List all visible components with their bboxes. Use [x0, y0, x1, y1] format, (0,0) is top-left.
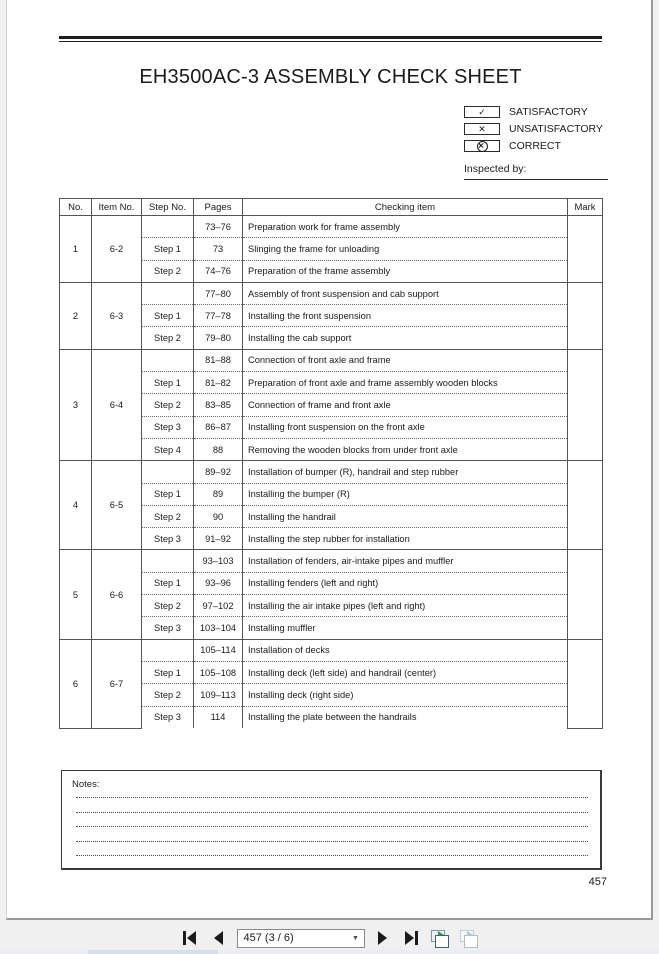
cell-checking-item: Assembly of front suspension and cab support — [243, 282, 568, 304]
table-row — [60, 216, 603, 238]
next-view-icon — [460, 930, 479, 947]
cell-step-no: Step 1 — [142, 572, 194, 594]
cell-checking-item: Installing muffler — [243, 617, 568, 639]
cell-step-no: Step 3 — [142, 706, 194, 728]
cell-mark[interactable] — [568, 461, 603, 550]
cell-pages: 89 — [194, 483, 243, 505]
th-checking-item: Checking item — [243, 199, 568, 216]
table-row — [60, 416, 603, 438]
table-row — [60, 349, 603, 371]
cell-step-no — [142, 216, 194, 238]
table-row — [60, 572, 603, 594]
table-row — [60, 327, 603, 349]
previous-view-icon — [431, 930, 450, 947]
cell-pages: 105–108 — [194, 661, 243, 683]
previous-view-button[interactable] — [430, 927, 452, 949]
cell-checking-item: Slinging the frame for unloading — [243, 238, 568, 260]
cell-step-no: Step 3 — [142, 528, 194, 550]
notes-line[interactable] — [76, 855, 588, 856]
legend-item-satisfactory — [464, 105, 624, 119]
cell-pages: 86–87 — [194, 416, 243, 438]
cell-pages: 83–85 — [194, 394, 243, 416]
cell-mark[interactable] — [568, 216, 603, 283]
first-page-button[interactable] — [179, 927, 201, 949]
cell-step-no: Step 2 — [142, 394, 194, 416]
table-row — [60, 505, 603, 527]
legend-item-correct — [464, 139, 624, 153]
cell-pages: 114 — [194, 706, 243, 728]
th-mark: Mark — [568, 199, 603, 216]
header-rule-thick — [59, 36, 602, 39]
cell-pages: 88 — [194, 438, 243, 460]
cell-pages: 74–76 — [194, 260, 243, 282]
cell-checking-item: Installing the front suspension — [243, 305, 568, 327]
cell-checking-item: Preparation of front axle and frame assembly wooden blocks — [243, 372, 568, 394]
cell-checking-item: Preparation of the frame assembly — [243, 260, 568, 282]
cell-step-no — [142, 550, 194, 572]
document-page — [7, 0, 651, 918]
circled-x-mark-icon — [464, 140, 500, 152]
table-row — [60, 483, 603, 505]
notes-line[interactable] — [76, 841, 588, 842]
cell-no: 3 — [60, 349, 92, 460]
notes-label: Notes: — [72, 779, 100, 790]
cell-pages: 93–96 — [194, 572, 243, 594]
cell-step-no: Step 2 — [142, 595, 194, 617]
notes-line[interactable] — [76, 797, 588, 798]
cell-item-no: 6-7 — [92, 639, 142, 728]
th-item-no: Item No. — [92, 199, 142, 216]
cell-item-no: 6-6 — [92, 550, 142, 639]
cell-checking-item: Installation of bumper (R), handrail and step rubber — [243, 461, 568, 483]
notes-lines — [76, 797, 588, 870]
legend-label-satisfactory: SATISFACTORY — [509, 106, 588, 118]
cell-pages: 81–88 — [194, 349, 243, 371]
page-selector-value: 457 (3 / 6) — [243, 932, 294, 944]
table-row — [60, 461, 603, 483]
table-row — [60, 372, 603, 394]
assembly-check-table — [59, 198, 603, 729]
cell-pages: 89–92 — [194, 461, 243, 483]
next-page-button[interactable] — [372, 927, 394, 949]
cell-checking-item: Installing the cab support — [243, 327, 568, 349]
cell-no: 6 — [60, 639, 92, 728]
legend — [464, 105, 624, 156]
table-body — [60, 216, 603, 729]
cell-pages: 79–80 — [194, 327, 243, 349]
cell-pages: 91–92 — [194, 528, 243, 550]
table-row — [60, 595, 603, 617]
cell-mark[interactable] — [568, 639, 603, 728]
page-selector[interactable] — [237, 929, 365, 948]
table-row — [60, 394, 603, 416]
table-row — [60, 639, 603, 661]
table-row — [60, 706, 603, 728]
legend-label-correct: CORRECT — [509, 140, 561, 152]
table-row — [60, 438, 603, 460]
cell-no: 5 — [60, 550, 92, 639]
page-shadow — [6, 0, 653, 920]
cell-checking-item: Installing the air intake pipes (left and right) — [243, 595, 568, 617]
table-row — [60, 528, 603, 550]
cell-checking-item: Connection of front axle and frame — [243, 349, 568, 371]
cell-checking-item: Installing deck (left side) and handrail (center) — [243, 661, 568, 683]
cell-pages: 77–80 — [194, 282, 243, 304]
cell-checking-item: Installing the bumper (R) — [243, 483, 568, 505]
cell-pages: 90 — [194, 505, 243, 527]
cell-step-no — [142, 639, 194, 661]
header-rule — [59, 36, 602, 42]
cell-step-no: Step 2 — [142, 327, 194, 349]
cell-step-no: Step 3 — [142, 416, 194, 438]
cell-mark[interactable] — [568, 349, 603, 460]
cell-checking-item: Preparation work for frame assembly — [243, 216, 568, 238]
table-row — [60, 661, 603, 683]
cell-item-no: 6-3 — [92, 282, 142, 349]
cell-step-no — [142, 461, 194, 483]
chevron-down-icon: ▼ — [352, 934, 359, 942]
inspected-by-field: Inspected by: — [464, 163, 608, 180]
th-step-no: Step No. — [142, 199, 194, 216]
table-row — [60, 305, 603, 327]
cell-checking-item: Installation of fenders, air-intake pipes and muffler — [243, 550, 568, 572]
cell-pages: 97–102 — [194, 595, 243, 617]
cell-pages: 105–114 — [194, 639, 243, 661]
cell-checking-item: Removing the wooden blocks from under front axle — [243, 438, 568, 460]
cell-pages: 93–103 — [194, 550, 243, 572]
cell-step-no: Step 1 — [142, 483, 194, 505]
taskbar-strip — [0, 950, 659, 954]
cell-step-no: Step 1 — [142, 238, 194, 260]
cell-mark[interactable] — [568, 550, 603, 639]
last-page-button[interactable] — [401, 927, 423, 949]
cell-checking-item: Installing fenders (left and right) — [243, 572, 568, 594]
page-title: EH3500AC-3 ASSEMBLY CHECK SHEET — [139, 66, 522, 88]
cell-step-no: Step 2 — [142, 684, 194, 706]
cell-no: 4 — [60, 461, 92, 550]
cell-no: 2 — [60, 282, 92, 349]
cell-pages: 103–104 — [194, 617, 243, 639]
notes-line[interactable] — [76, 812, 588, 813]
cell-step-no: Step 1 — [142, 372, 194, 394]
notes-box — [61, 770, 602, 870]
cell-checking-item: Installing the handrail — [243, 505, 568, 527]
table-row — [60, 617, 603, 639]
cell-item-no: 6-5 — [92, 461, 142, 550]
x-mark-icon: ✕ — [464, 123, 500, 135]
taskbar-tab-hint — [88, 950, 218, 954]
cell-step-no: Step 3 — [142, 617, 194, 639]
previous-page-button[interactable] — [208, 927, 230, 949]
cell-checking-item: Installing the step rubber for installation — [243, 528, 568, 550]
cell-no: 1 — [60, 216, 92, 283]
next-view-button — [459, 927, 481, 949]
cell-item-no: 6-4 — [92, 349, 142, 460]
table-row — [60, 282, 603, 304]
cell-step-no — [142, 282, 194, 304]
cell-pages: 77–78 — [194, 305, 243, 327]
cell-checking-item: Connection of frame and front axle — [243, 394, 568, 416]
table-row — [60, 260, 603, 282]
cell-step-no: Step 1 — [142, 661, 194, 683]
cell-pages: 73–76 — [194, 216, 243, 238]
cell-pages: 73 — [194, 238, 243, 260]
header-rule-thin — [59, 41, 602, 42]
cell-checking-item: Installing the plate between the handrails — [243, 706, 568, 728]
notes-line[interactable] — [76, 826, 588, 827]
table-row — [60, 550, 603, 572]
table-row — [60, 684, 603, 706]
cell-mark[interactable] — [568, 282, 603, 349]
page-number: 457 — [588, 876, 607, 888]
table-row — [60, 238, 603, 260]
cell-pages: 109–113 — [194, 684, 243, 706]
th-pages: Pages — [194, 199, 243, 216]
table-header-row — [60, 199, 603, 216]
cell-step-no — [142, 349, 194, 371]
cell-item-no: 6-2 — [92, 216, 142, 283]
cell-checking-item: Installing deck (right side) — [243, 684, 568, 706]
cell-step-no: Step 4 — [142, 438, 194, 460]
cell-step-no: Step 2 — [142, 260, 194, 282]
cell-pages: 81–82 — [194, 372, 243, 394]
th-no: No. — [60, 199, 92, 216]
cell-step-no: Step 2 — [142, 505, 194, 527]
cell-checking-item: Installation of decks — [243, 639, 568, 661]
legend-item-unsatisfactory — [464, 122, 624, 136]
cell-checking-item: Installing front suspension on the front axle — [243, 416, 568, 438]
check-mark-icon: ✓ — [464, 106, 500, 118]
legend-label-unsatisfactory: UNSATISFACTORY — [509, 123, 603, 135]
cell-step-no: Step 1 — [142, 305, 194, 327]
